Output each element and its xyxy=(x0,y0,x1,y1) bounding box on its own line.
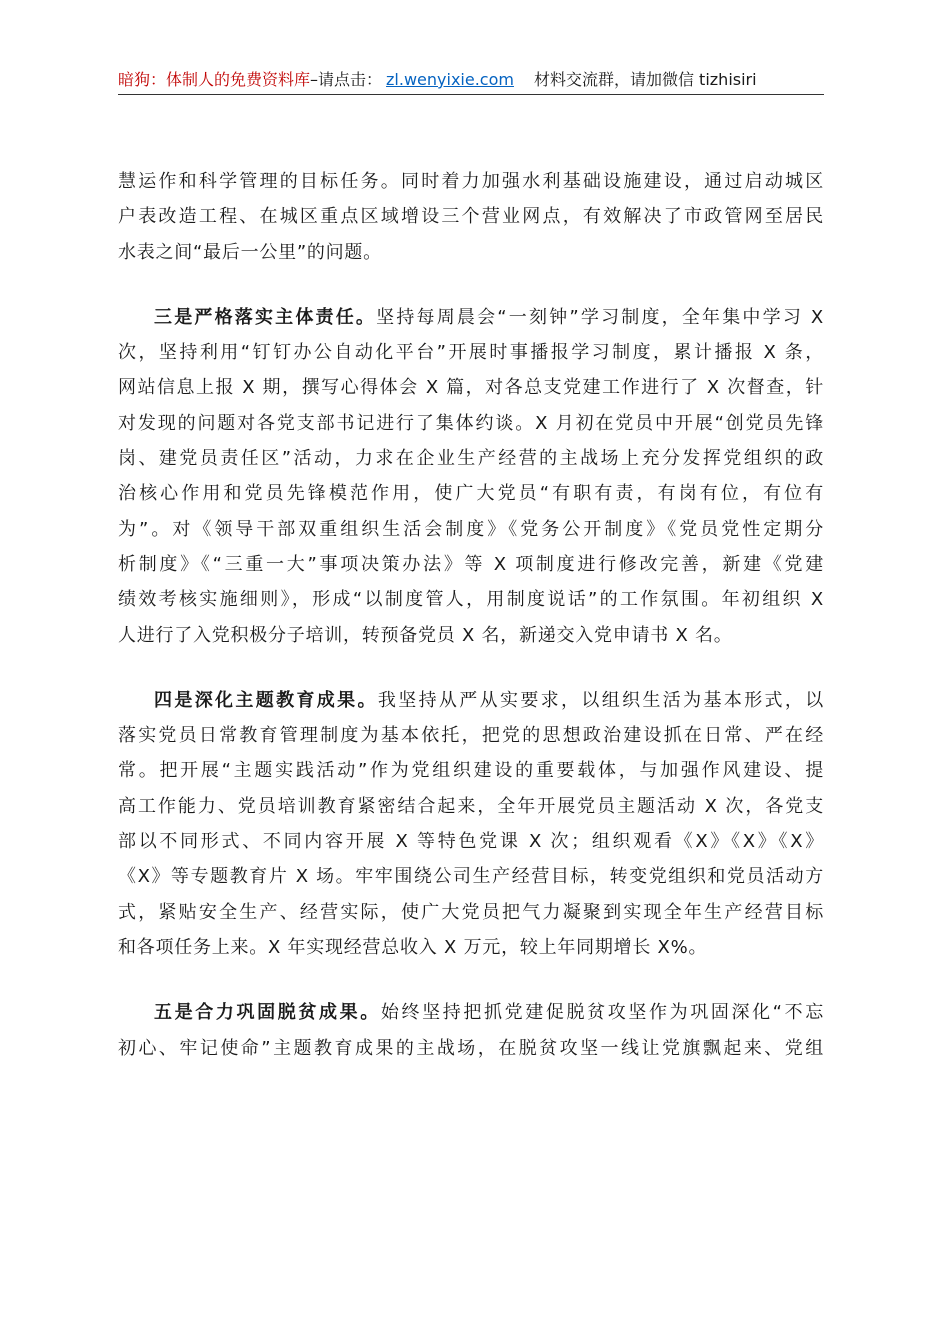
paragraph-lead: 三是严格落实主体责任。 xyxy=(154,306,377,328)
text-run: 我坚持从严从实要求，以组织生活为基本形式，以 xyxy=(377,689,825,711)
text-line xyxy=(118,300,824,335)
text-line: 治核心作用和党员先锋模范作用，使广大党员“有职有责，有岗有位，有位有 xyxy=(118,483,824,505)
text-line: 水表之间“最后一公里”的问题。 xyxy=(118,241,382,263)
text-line: 岗、建党员责任区”活动，力求在企业生产经营的主战场上充分发挥党组织的政 xyxy=(118,448,824,470)
header-divider xyxy=(118,94,824,95)
text-line: 常。把开展“主题实践活动”作为党组织建设的重要载体，与加强作风建设、提 xyxy=(118,760,824,782)
text-line: 人进行了入党积极分子培训，转预备党员 X 名，新递交入党申请书 X 名。 xyxy=(118,624,733,646)
text-run: 始终坚持把抓党建促脱贫攻坚作为巩固深化“不忘 xyxy=(380,1002,825,1024)
text-line: 对发现的问题对各党支部书记进行了集体约谈。X 月初在党员中开展“创党员先锋 xyxy=(118,412,824,434)
document-body xyxy=(118,164,824,1096)
text-line: 落实党员日常教育管理制度为基本依托，把党的思想政治建设抓在日常、严在经 xyxy=(118,725,824,747)
text-line xyxy=(118,995,824,1030)
paragraph-continuation xyxy=(118,164,824,270)
text-line: 户表改造工程、在城区重点区域增设三个营业网点，有效解决了市政管网至居民 xyxy=(118,206,824,228)
document-header xyxy=(118,66,824,94)
text-line: 次，坚持利用“钉钉办公自动化平台”开展时事播报学习制度，累计播报 X 条， xyxy=(118,342,824,364)
text-line: 析制度》《“三重一大”事项决策办法》等 X 项制度进行修改完善，新建《党建 xyxy=(118,553,824,575)
text-line: 绩效考核实施细则》，形成“以制度管人，用制度说话”的工作氛围。年初组织 X xyxy=(118,589,824,611)
text-line: 为”。对《领导干部双重组织生活会制度》《党务公开制度》《党员党性定期分 xyxy=(118,518,824,540)
paragraph-lead: 五是合力巩固脱贫成果。 xyxy=(154,1002,381,1024)
header-site-name: 暗狗：体制人的免费资料库 xyxy=(118,70,311,89)
paragraph-four xyxy=(118,683,824,965)
text-line: 高工作能力、党员培训教育紧密结合起来，全年开展党员主题活动 X 次，各党支 xyxy=(118,795,824,817)
text-line: 式，紧贴安全生产、经营实际，使广大党员把气力凝聚到实现全年生产经营目标 xyxy=(118,901,824,923)
text-line: 部以不同形式、不同内容开展 X 等特色党课 X 次；组织观看《X》《X》《X》 xyxy=(118,831,824,853)
header-contact: 材料交流群，请加微信 tizhisiri xyxy=(533,70,757,89)
text-line: 和各项任务上来。X 年实现经营总收入 X 万元，较上年同期增长 X%。 xyxy=(118,936,708,958)
text-line: 初心、牢记使命”主题教育成果的主战场，在脱贫攻坚一线让党旗飘起来、党组 xyxy=(118,1037,824,1059)
text-run: 坚持每周晨会“一刻钟”学习制度，全年集中学习 X xyxy=(376,306,825,328)
text-line: 网站信息上报 X 期，撰写心得体会 X 篇，对各总支党建工作进行了 X 次督查，针 xyxy=(118,377,824,399)
header-link[interactable]: zl.wenyixie.com xyxy=(386,70,514,89)
paragraph-lead: 四是深化主题教育成果。 xyxy=(154,689,378,711)
header-link-label: –请点击： xyxy=(310,70,383,89)
paragraph-three xyxy=(118,300,824,653)
text-line: 《X》等专题教育片 X 场。牢牢围绕公司生产经营目标，转变党组织和党员活动方 xyxy=(118,866,824,888)
paragraph-five xyxy=(118,995,824,1066)
text-line xyxy=(118,683,824,718)
text-line: 慧运作和科学管理的目标任务。同时着力加强水利基础设施建设，通过启动城区 xyxy=(118,171,824,192)
